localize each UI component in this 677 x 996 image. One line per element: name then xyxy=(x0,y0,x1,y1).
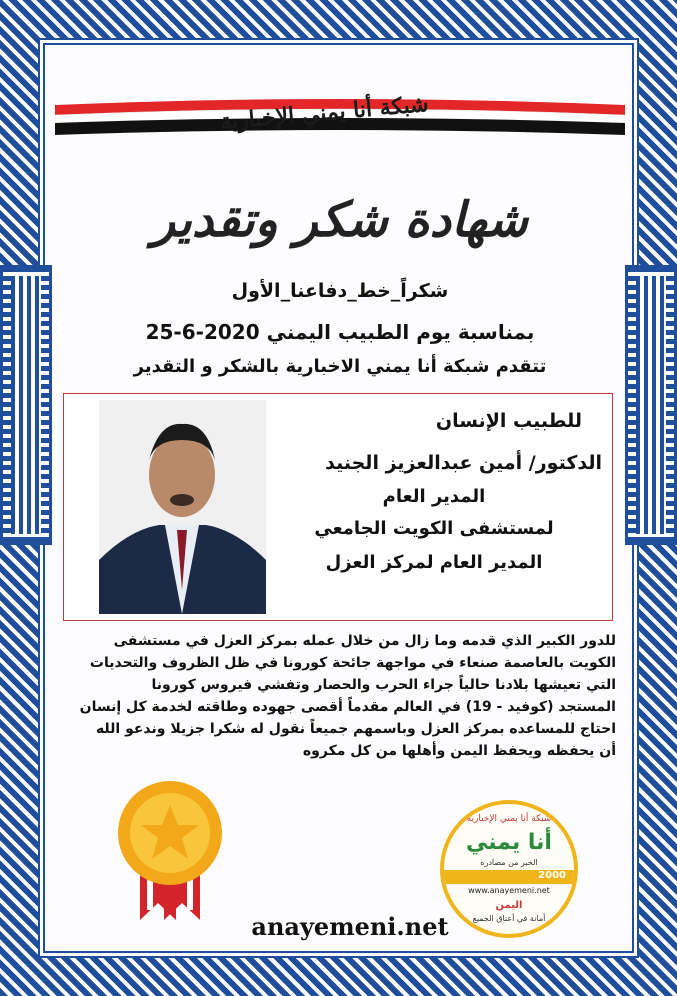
recipient-line-5: المدير العام لمركز العزل xyxy=(325,552,543,573)
certificate-title: شهادة شكر وتقدير xyxy=(152,192,528,248)
body-line-1: للدور الكبير الذي قدمه وما زال من خلال عمله بمركز العزل في مستشفى xyxy=(113,633,616,649)
recipient-line-3: المدير العام xyxy=(382,486,486,507)
stamp-year: 2000 xyxy=(538,870,566,881)
body-line-3: التي تعيشها بلادنا حالياً جراء الحرب والحصار وتفشي فيروس كورونا xyxy=(151,677,616,693)
stamp-band xyxy=(444,870,574,884)
network-name: شبكة أنا يمني الإخبارية xyxy=(219,90,430,136)
left-ornament-panel xyxy=(0,265,52,545)
recipient-name: الدكتور/ أمين عبدالعزيز الجنيد xyxy=(325,452,602,474)
stamp-top-text: شبكة أنا يمني الإخبارية xyxy=(466,814,552,824)
network-stamp xyxy=(440,800,578,938)
occasion-line: بمناسبة يوم الطبيب اليمني 2020-6-25 xyxy=(145,320,535,344)
body-line-6: أن يحفظه ويحفظ اليمن وأهلها من كل مكروه xyxy=(302,743,616,759)
presenter-line: تتقدم شبكة أنا يمني الاخبارية بالشكر و التقدير xyxy=(133,356,547,377)
website-url: anayemeni.net xyxy=(251,912,449,941)
recipient-box xyxy=(63,393,613,621)
recipient-line-4: لمستشفى الكويت الجامعي xyxy=(314,518,554,539)
gold-medal-icon xyxy=(100,775,240,925)
hashtag: شكراً_خط_دفاعنا_الأول xyxy=(231,280,449,302)
stamp-country: اليمن xyxy=(495,900,523,911)
body-paragraph xyxy=(68,630,616,762)
doctor-photo xyxy=(99,400,266,614)
body-line-5: احتاج للمساعده بمركز العزل وباسمهم جميعاً نقول له شكرا جزيلا وندعو الله xyxy=(95,721,616,737)
body-line-4: المستجد (كوفيد - 19) في العالم مقدماً أقصى جهوده وطاقته لخدمة كل إنسان xyxy=(79,699,616,715)
stamp-slogan: الخبر من مصادره xyxy=(480,858,538,867)
stamp-bottom-text: أمانة في أعناق الجميع xyxy=(472,914,546,923)
beard-shape xyxy=(170,494,194,506)
body-line-2: الكويت بالعاصمة صنعاء في مواجهة جائحة كورونا في ظل الظروف والتحديات xyxy=(89,655,616,671)
recipient-line-1: للطبيب الإنسان xyxy=(435,410,582,432)
stamp-brand: أنا يمني xyxy=(466,830,552,855)
stamp-url: www.anayemeni.net xyxy=(468,886,550,895)
right-ornament-panel xyxy=(625,265,677,545)
